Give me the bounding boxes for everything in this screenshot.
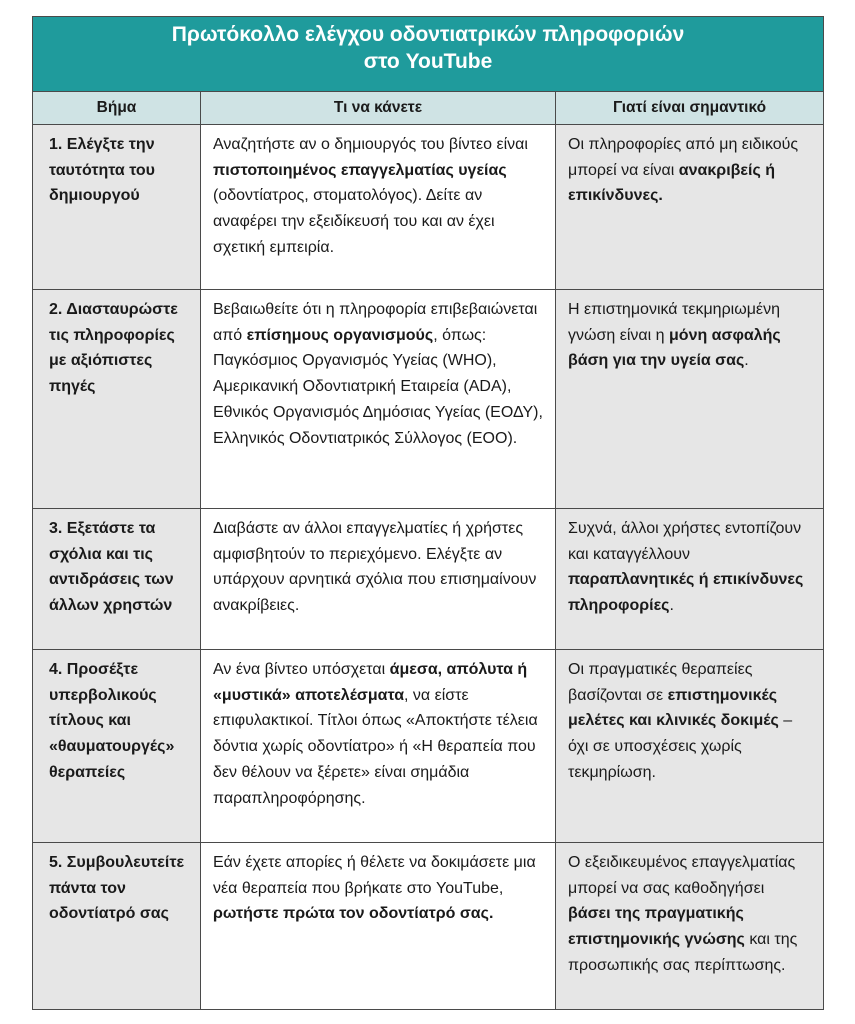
emphasis-text: ρωτήστε πρώτα τον οδοντίατρό σας. xyxy=(213,905,494,923)
emphasis-text: επίσημους οργανισμούς xyxy=(246,326,434,344)
what-cell xyxy=(201,509,556,650)
body-text: (οδοντίατρος, στοματολόγος). Δείτε αν αναφέρει την εξειδίκευσή του και αν έχει σχετική εμπειρία. xyxy=(213,187,495,256)
body-text: Διαβάστε αν άλλοι επαγγελματίες ή χρήστες αμφισβητούν το περιεχόμενο. Ελέγξτε αν υπάρχουν αρνητικά σχόλια που επισημαίνουν ανακρίβειες. xyxy=(213,520,537,615)
body-text: Οι πληροφορίες από μη ειδικούς μπορεί να είναι xyxy=(568,136,799,179)
body-text: . xyxy=(669,597,674,615)
body-text: Αναζητήστε αν ο δημιουργός του βίντεο είναι xyxy=(213,136,528,153)
body-text: Εάν έχετε απορίες ή θέλετε να δοκιμάσετε μια νέα θεραπεία που βρήκατε στο YouTube, xyxy=(213,854,536,897)
table-row xyxy=(33,125,824,290)
protocol-table xyxy=(32,16,824,1010)
step-cell: 2. Διασταυρώστε τις πληροφορίες με αξιόπιστες πηγές xyxy=(33,290,201,509)
header-row xyxy=(33,92,824,125)
step-cell: 3. Εξετάστε τα σχόλια και τις αντιδράσεις των άλλων χρηστών xyxy=(33,509,201,650)
body-text: και της προσωπικής σας περίπτωσης. xyxy=(568,931,798,974)
why-cell xyxy=(556,125,824,290)
body-text: . xyxy=(744,352,749,370)
why-cell xyxy=(556,509,824,650)
body-text: – όχι σε υποσχέσεις χωρίς τεκμηρίωση. xyxy=(568,712,793,781)
table-row xyxy=(33,843,824,1010)
header-step: Βήμα xyxy=(33,92,201,125)
protocol-table-container xyxy=(32,16,823,1010)
what-cell xyxy=(201,843,556,1010)
emphasis-text: βάσει της πραγματικής επιστημονικής γνώσης xyxy=(568,905,745,949)
what-cell xyxy=(201,650,556,843)
emphasis-text: επιστημονικές μελέτες και κλινικές δοκιμές xyxy=(568,686,779,730)
table-row xyxy=(33,290,824,509)
table-row xyxy=(33,509,824,650)
emphasis-text: ανακριβείς ή επικίνδυνες. xyxy=(568,161,775,205)
emphasis-text: πιστοποιημένος επαγγελματίας υγείας xyxy=(213,161,507,179)
step-cell: 1. Ελέγξτε την ταυτότητα του δημιουργού xyxy=(33,125,201,290)
why-cell xyxy=(556,843,824,1010)
table-title-line-2: στο YouTube xyxy=(363,50,493,73)
body-text: , όπως: Παγκόσμιος Οργανισμός Υγείας (WHO), Αμερικανική Οδοντιατρική Εταιρεία (ADA), Εθνικός Οργανισμός Δημόσιας Υγείας (ΕΟΔΥ), Ελληνικός Οδοντιατρικός Σύλλογος (ΕΟΟ). xyxy=(213,326,543,447)
header-what: Τι να κάνετε xyxy=(201,92,556,125)
emphasis-text: μόνη ασφαλής βάση για την υγεία σας xyxy=(568,326,781,370)
step-cell: 4. Προσέξτε υπερβολικούς τίτλους και «θαυματουργές» θεραπείες xyxy=(33,650,201,843)
table-title xyxy=(33,17,824,92)
body-text: , να είστε επιφυλακτικοί. Τίτλοι όπως «Αποκτήστε τέλεια δόντια χωρίς οδοντίατρο» ή «Η θεραπεία που δεν θέλουν να ξέρετε» είναι σημάδια παραπληροφόρησης. xyxy=(213,686,538,807)
why-cell xyxy=(556,650,824,843)
what-cell xyxy=(201,125,556,290)
body-text: Βεβαιωθείτε ότι η πληροφορία επιβεβαιώνεται από xyxy=(213,301,538,344)
step-cell: 5. Συμβουλευτείτε πάντα τον οδοντίατρό σας xyxy=(33,843,201,1010)
table-title-line-1: Πρωτόκολλο ελέγχου οδοντιατρικών πληροφοριών xyxy=(171,23,685,46)
body-text: Ο εξειδικευμένος επαγγελματίας μπορεί να σας καθοδηγήσει xyxy=(568,854,796,897)
table-row xyxy=(33,650,824,843)
body-text: Αν ένα βίντεο υπόσχεται xyxy=(213,661,390,678)
table-body xyxy=(33,125,824,1010)
body-text: Οι πραγματικές θεραπείες βασίζονται σε xyxy=(568,661,753,704)
emphasis-text: άμεσα, απόλυτα ή «μυστικά» αποτελέσματα xyxy=(213,661,528,704)
what-cell xyxy=(201,290,556,509)
why-cell xyxy=(556,290,824,509)
body-text: Συχνά, άλλοι χρήστες εντοπίζουν και καταγγέλλουν xyxy=(568,520,802,563)
body-text: Η επιστημονικά τεκμηριωμένη γνώση είναι η xyxy=(568,301,780,344)
emphasis-text: παραπλανητικές ή επικίνδυνες πληροφορίες xyxy=(568,571,804,615)
header-why: Γιατί είναι σημαντικό xyxy=(556,92,824,125)
